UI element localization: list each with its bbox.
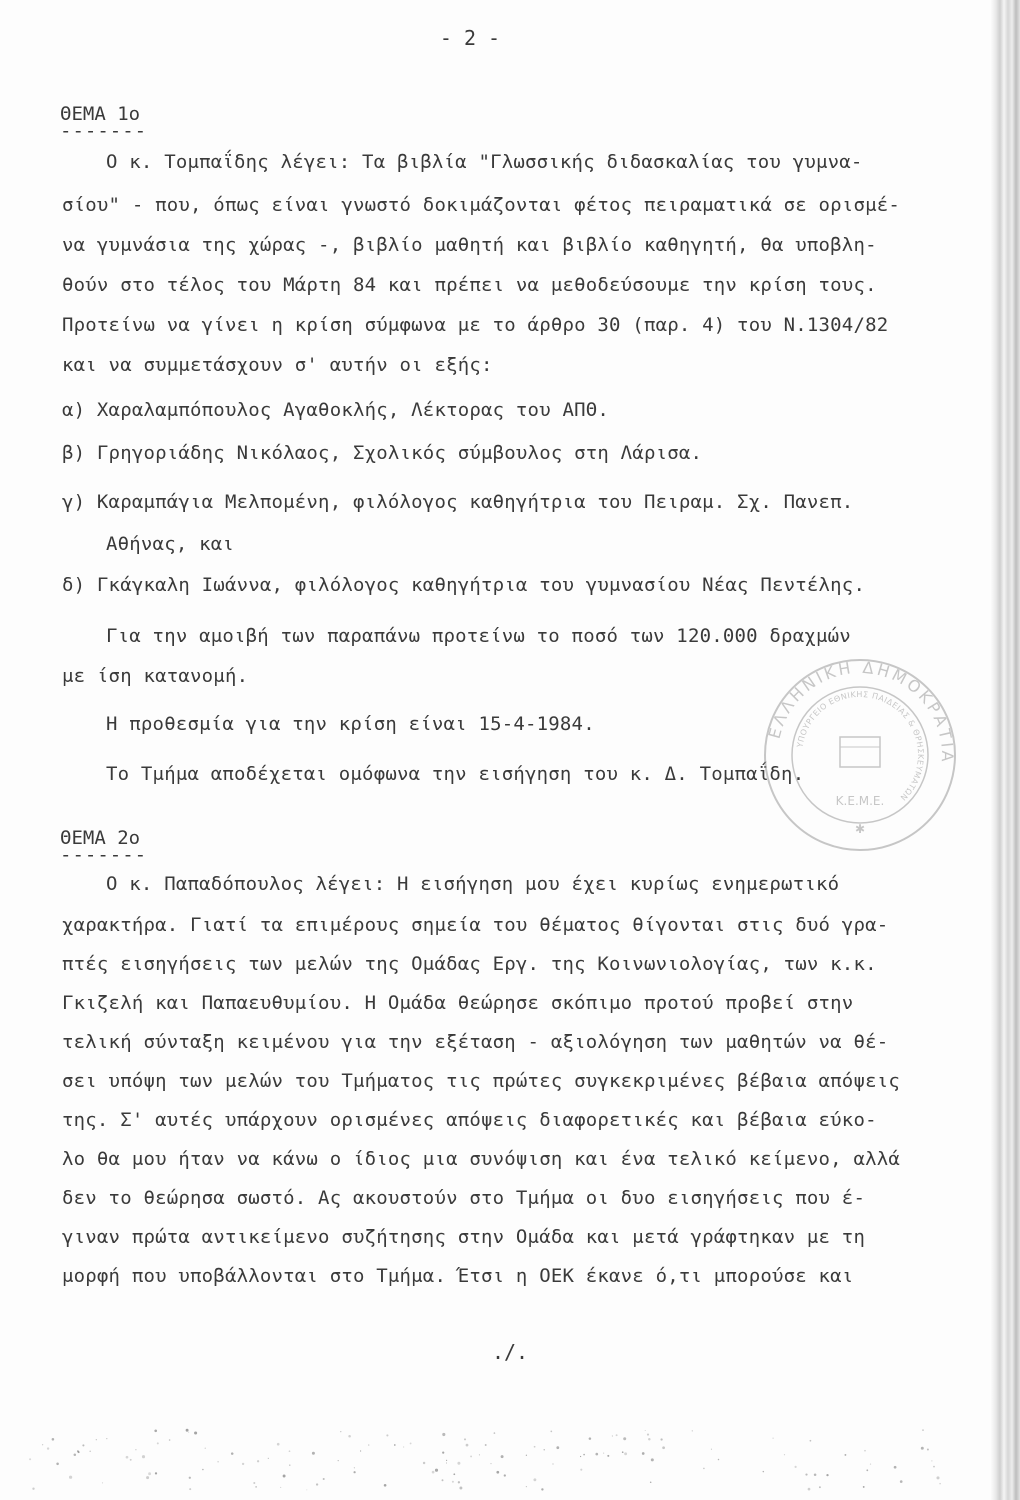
scan-speck (69, 1476, 72, 1479)
seal-outer-text: ΕΛΛΗΝΙΚΗ ΔΗΜΟΚΡΑΤΙΑ (764, 657, 958, 765)
scan-speck (718, 1459, 720, 1461)
scan-speck (772, 1438, 773, 1439)
theme1-item-d: δ) Γκάγκαλη Ιωάννα, φιλόλογος καθηγήτρια του γυμνασίου Νέας Πεντέλης. (62, 574, 866, 596)
scan-speck (650, 1481, 652, 1483)
scan-speck (921, 1447, 924, 1450)
theme2-line-3: πτές εισηγήσεις των μελών της Ομάδας Εργ. της Κοινωνιολογίας, των κ.κ. (62, 953, 877, 975)
scan-speck (384, 1484, 387, 1487)
scan-speck (642, 1452, 645, 1455)
svg-text:✱: ✱ (854, 822, 866, 836)
theme2-line-6: σει υπόψη των μελών του Τμήματος τις πρώτες συγκεκριμένες βέβαια απόψεις (62, 1070, 901, 1092)
scan-speck (205, 1448, 206, 1449)
scan-speck (306, 1489, 307, 1490)
scan-speck (552, 1463, 553, 1464)
scan-speck (459, 1487, 462, 1490)
theme2-line-10: γιναν πρώτα αντικείμενο συζήτησης στην Ομάδα και μετά γράφτηκαν με τη (62, 1226, 866, 1248)
scan-speck (56, 1463, 59, 1466)
scan-speck (423, 1462, 425, 1464)
theme2-line-5: τελική σύνταξη κειμένου για την εξέταση - αξιολόγηση των μαθητών να θέ- (62, 1031, 889, 1053)
theme2-underline: ------- (60, 844, 148, 866)
scan-speck (268, 1458, 269, 1459)
theme1-heading: ΘΕΜΑ 1ο (60, 103, 141, 125)
scan-speck (169, 1439, 171, 1441)
scan-speck (194, 1431, 197, 1434)
theme1-underline: ------- (60, 120, 148, 142)
scan-speck (142, 1455, 145, 1458)
scan-speck (534, 1446, 536, 1448)
scan-speck (442, 1452, 444, 1454)
scan-speck (603, 1453, 604, 1454)
theme1-line-2: σίου" - που, όπως είναι γνωστό δοκιμάζονται φέτος πειραματικά σε ορισμέ- (62, 194, 901, 216)
scan-speck (453, 1473, 455, 1475)
scan-speck (533, 1478, 536, 1481)
scan-speck (622, 1451, 624, 1453)
scan-speck (353, 1471, 355, 1473)
theme1-item-b: β) Γρηγοριάδης Νικόλαος, Σχολικός σύμβουλος στη Λάρισα. (62, 442, 703, 464)
scan-speck (864, 1450, 866, 1452)
theme1-item-c-cont: Αθήνας, και (106, 533, 235, 555)
scan-speck (550, 1431, 552, 1433)
scan-speck (96, 1439, 97, 1440)
scan-speck (936, 1476, 939, 1479)
scan-speck (410, 1442, 412, 1444)
scan-speck (403, 1447, 404, 1448)
scan-speck (939, 1483, 941, 1485)
theme2-line-1: Ο κ. Παπαδόπουλος λέγει: Η εισήγηση μου έχει κυρίως ενημερωτικό (106, 873, 840, 895)
scan-speck (595, 1453, 598, 1456)
scan-speck (231, 1452, 234, 1455)
scan-speck (810, 1440, 812, 1442)
scan-speck (648, 1438, 650, 1440)
scan-speck (340, 1431, 341, 1432)
theme1-line-decision: Το Τμήμα αποδέχεται ομόφωνα την εισήγηση του κ. Δ. Τομπαΐδη. (106, 763, 805, 785)
scan-speck (157, 1442, 159, 1444)
theme1-line-6: και να συμμετάσχουν σ' αυτήν οι εξής: (62, 354, 493, 376)
scan-speck (927, 1449, 929, 1451)
scan-speck (130, 1459, 132, 1461)
scan-speck (360, 1450, 361, 1451)
theme1-line-4: θούν στο τέλος του Μάρτη 84 και πρέπει να μεθοδεύσουμε την κρίση τους. (62, 274, 877, 296)
scan-speck (526, 1486, 527, 1487)
scan-speck (394, 1444, 396, 1446)
scan-noise (0, 1420, 990, 1500)
seal-bottom-text: Κ.Ε.Μ.Ε. (835, 794, 885, 808)
theme2-line-4: Γκιζελή και Παπαευθυμίου. Η Ομάδα θεώρησε σκόπιμο προτού προβεί στην (62, 992, 854, 1014)
scan-speck (922, 1429, 924, 1431)
scan-speck (442, 1433, 445, 1436)
scan-speck (501, 1455, 504, 1458)
scan-speck (494, 1432, 496, 1434)
scan-speck (485, 1444, 487, 1446)
scan-speck (808, 1488, 811, 1491)
scan-speck (612, 1435, 613, 1436)
theme1-item-a: α) Χαραλαμπόπουλος Αγαθοκλής, Λέκτορας του ΑΠΘ. (62, 399, 610, 421)
scan-speck (74, 1453, 77, 1456)
continuation-mark: ./. (491, 1340, 529, 1364)
scan-speck (312, 1452, 315, 1455)
scan-speck (894, 1466, 897, 1469)
scan-speck (526, 1455, 527, 1456)
scan-speck (386, 1434, 388, 1436)
theme2-line-11: μορφή που υποβάλλονται στο Τμήμα. Έτσι η ΟΕΚ έκανε ό,τι μπορούσε και (62, 1265, 854, 1287)
scan-speck (866, 1469, 868, 1471)
theme2-line-9: δεν το θεώρησα σωστό. Ας ακουστούν στο Τμήμα οι δυο εισηγήσεις που έ- (62, 1187, 866, 1209)
scan-speck (289, 1464, 290, 1465)
scan-speck (446, 1462, 447, 1463)
scan-speck (47, 1447, 49, 1449)
scan-speck (623, 1437, 626, 1440)
scan-speck (795, 1466, 797, 1468)
scan-speck (660, 1438, 662, 1440)
scan-speck (442, 1479, 444, 1481)
scan-speck (703, 1468, 705, 1470)
scan-speck (354, 1467, 355, 1468)
scan-speck (556, 1446, 559, 1449)
scan-speck (106, 1438, 107, 1439)
scan-speck (464, 1438, 466, 1440)
scan-speck (257, 1460, 259, 1462)
scan-speck (490, 1463, 491, 1464)
theme1-line-fee: Για την αμοιβή των παραπάνω προτείνω το ποσό των 120.000 δραχμών (106, 625, 851, 647)
scan-speck (435, 1469, 438, 1472)
scan-speck (452, 1481, 454, 1483)
scan-speck (189, 1477, 191, 1479)
scan-speck (589, 1437, 592, 1440)
scan-speck (580, 1456, 581, 1457)
scan-speck (814, 1474, 817, 1477)
scan-speck (457, 1462, 460, 1465)
theme1-line-fee-cont: με ίση κατανομή. (62, 665, 249, 687)
scan-speck (29, 1458, 31, 1460)
theme1-heading-block (60, 102, 148, 142)
theme2-line-7: της. Σ' αυτές υπάρχουν ορισμένες απόψεις διαφορετικές και βέβαια εύκο- (62, 1109, 877, 1131)
scan-speck (432, 1471, 435, 1474)
scan-speck (135, 1449, 136, 1450)
scan-speck (763, 1471, 764, 1472)
scan-speck (711, 1449, 712, 1450)
scan-speck (651, 1458, 654, 1461)
scan-speck (863, 1486, 865, 1488)
scan-speck (692, 1430, 693, 1431)
scan-speck (82, 1444, 84, 1446)
scan-speck (826, 1474, 828, 1476)
scan-speck (541, 1488, 543, 1490)
theme1-line-1: Ο κ. Τομπαΐδης λέγει: Τα βιβλία "Γλωσσικής διδασκαλίας του γυμνα- (106, 151, 863, 173)
scan-speck (155, 1472, 157, 1474)
scan-speck (544, 1449, 545, 1450)
scan-speck (280, 1487, 281, 1488)
scan-speck (255, 1486, 257, 1488)
scan-speck (283, 1475, 286, 1478)
scan-speck (662, 1446, 665, 1449)
scan-speck (844, 1454, 846, 1456)
theme2-heading-block (60, 826, 148, 866)
scan-speck (126, 1456, 129, 1459)
scan-speck (146, 1476, 149, 1479)
scan-speck (338, 1460, 339, 1461)
svg-text:ΥΠΟΥΡΓΕΙΟ ΕΘΝΙΚΗΣ ΠΑΙΔΕΙΑΣ & Θ (795, 690, 925, 802)
scan-speck (202, 1469, 204, 1471)
scan-speck (870, 1464, 871, 1465)
scan-speck (647, 1434, 649, 1436)
theme1-line-deadline: Η προθεσμία για την κρίση είναι 15-4-1984. (106, 713, 595, 735)
scan-speck (931, 1460, 932, 1461)
scan-speck (188, 1432, 189, 1433)
theme1-line-3: να γυμνάσια της χώρας -, βιβλίο μαθητή και βιβλίο καθηγητή, θα υποβλη- (62, 234, 877, 256)
scan-speck (52, 1438, 55, 1441)
scan-speck (368, 1444, 370, 1446)
scan-speck (277, 1443, 280, 1446)
scan-speck (607, 1455, 609, 1457)
scan-speck (289, 1450, 291, 1452)
scan-speck (784, 1454, 785, 1455)
scan-speck (242, 1463, 244, 1465)
scan-speck (900, 1480, 903, 1483)
scan-speck (42, 1444, 43, 1445)
scan-speck (189, 1488, 191, 1490)
scan-speck (446, 1460, 447, 1461)
scan-speck (496, 1471, 499, 1474)
seal-inner-text: ΥΠΟΥΡΓΕΙΟ ΕΘΝΙΚΗΣ ΠΑΙΔΕΙΑΣ & ΘΡΗΣΚΕΥΜΑΤΩΝ (795, 689, 926, 803)
theme2-line-2: χαρακτήρα. Γιατί τα επιμέρους σημεία του θέματος θίγονται στις δυό γρα- (62, 914, 889, 936)
scan-speck (316, 1483, 318, 1485)
page-number: - 2 - (439, 26, 501, 50)
scan-speck (77, 1450, 79, 1452)
scan-speck (819, 1486, 821, 1488)
scan-speck (624, 1452, 627, 1455)
scan-speck (504, 1474, 506, 1476)
scan-speck (466, 1444, 469, 1447)
scan-speck (583, 1454, 585, 1456)
scan-speck (323, 1478, 325, 1480)
scan-speck (580, 1469, 582, 1471)
scan-speck (616, 1434, 618, 1436)
scan-speck (645, 1430, 646, 1431)
theme2-heading: ΘΕΜΑ 2ο (60, 827, 141, 849)
scan-speck (154, 1429, 157, 1432)
scan-speck (186, 1429, 189, 1432)
scan-speck (253, 1482, 255, 1484)
scan-speck (479, 1454, 480, 1455)
scan-speck (470, 1455, 472, 1457)
theme1-line-5: Προτείνω να γίνει η κρίση σύμφωνα με το άρθρο 30 (παρ. 4) του Ν.1304/82 (62, 314, 889, 336)
theme1-item-c: γ) Καραμπάγια Μελπομένη, φιλόλογος καθηγήτρια του Πειραμ. Σχ. Πανεπ. (62, 491, 854, 513)
scan-speck (217, 1461, 219, 1463)
official-seal-stamp (760, 655, 960, 855)
scan-speck (89, 1451, 91, 1453)
scan-speck (933, 1466, 935, 1468)
theme2-line-8: λο θα μου ήταν να κάνω ο ίδιος μια συνόψιση και ένα τελικό κείμενο, αλλά (62, 1148, 901, 1170)
scan-speck (805, 1474, 807, 1476)
scan-speck (148, 1472, 151, 1475)
scan-speck (102, 1482, 103, 1483)
scan-speck (348, 1435, 351, 1438)
scan-speck (458, 1481, 460, 1483)
page-edge (990, 0, 1020, 1500)
scan-speck (32, 1488, 34, 1490)
